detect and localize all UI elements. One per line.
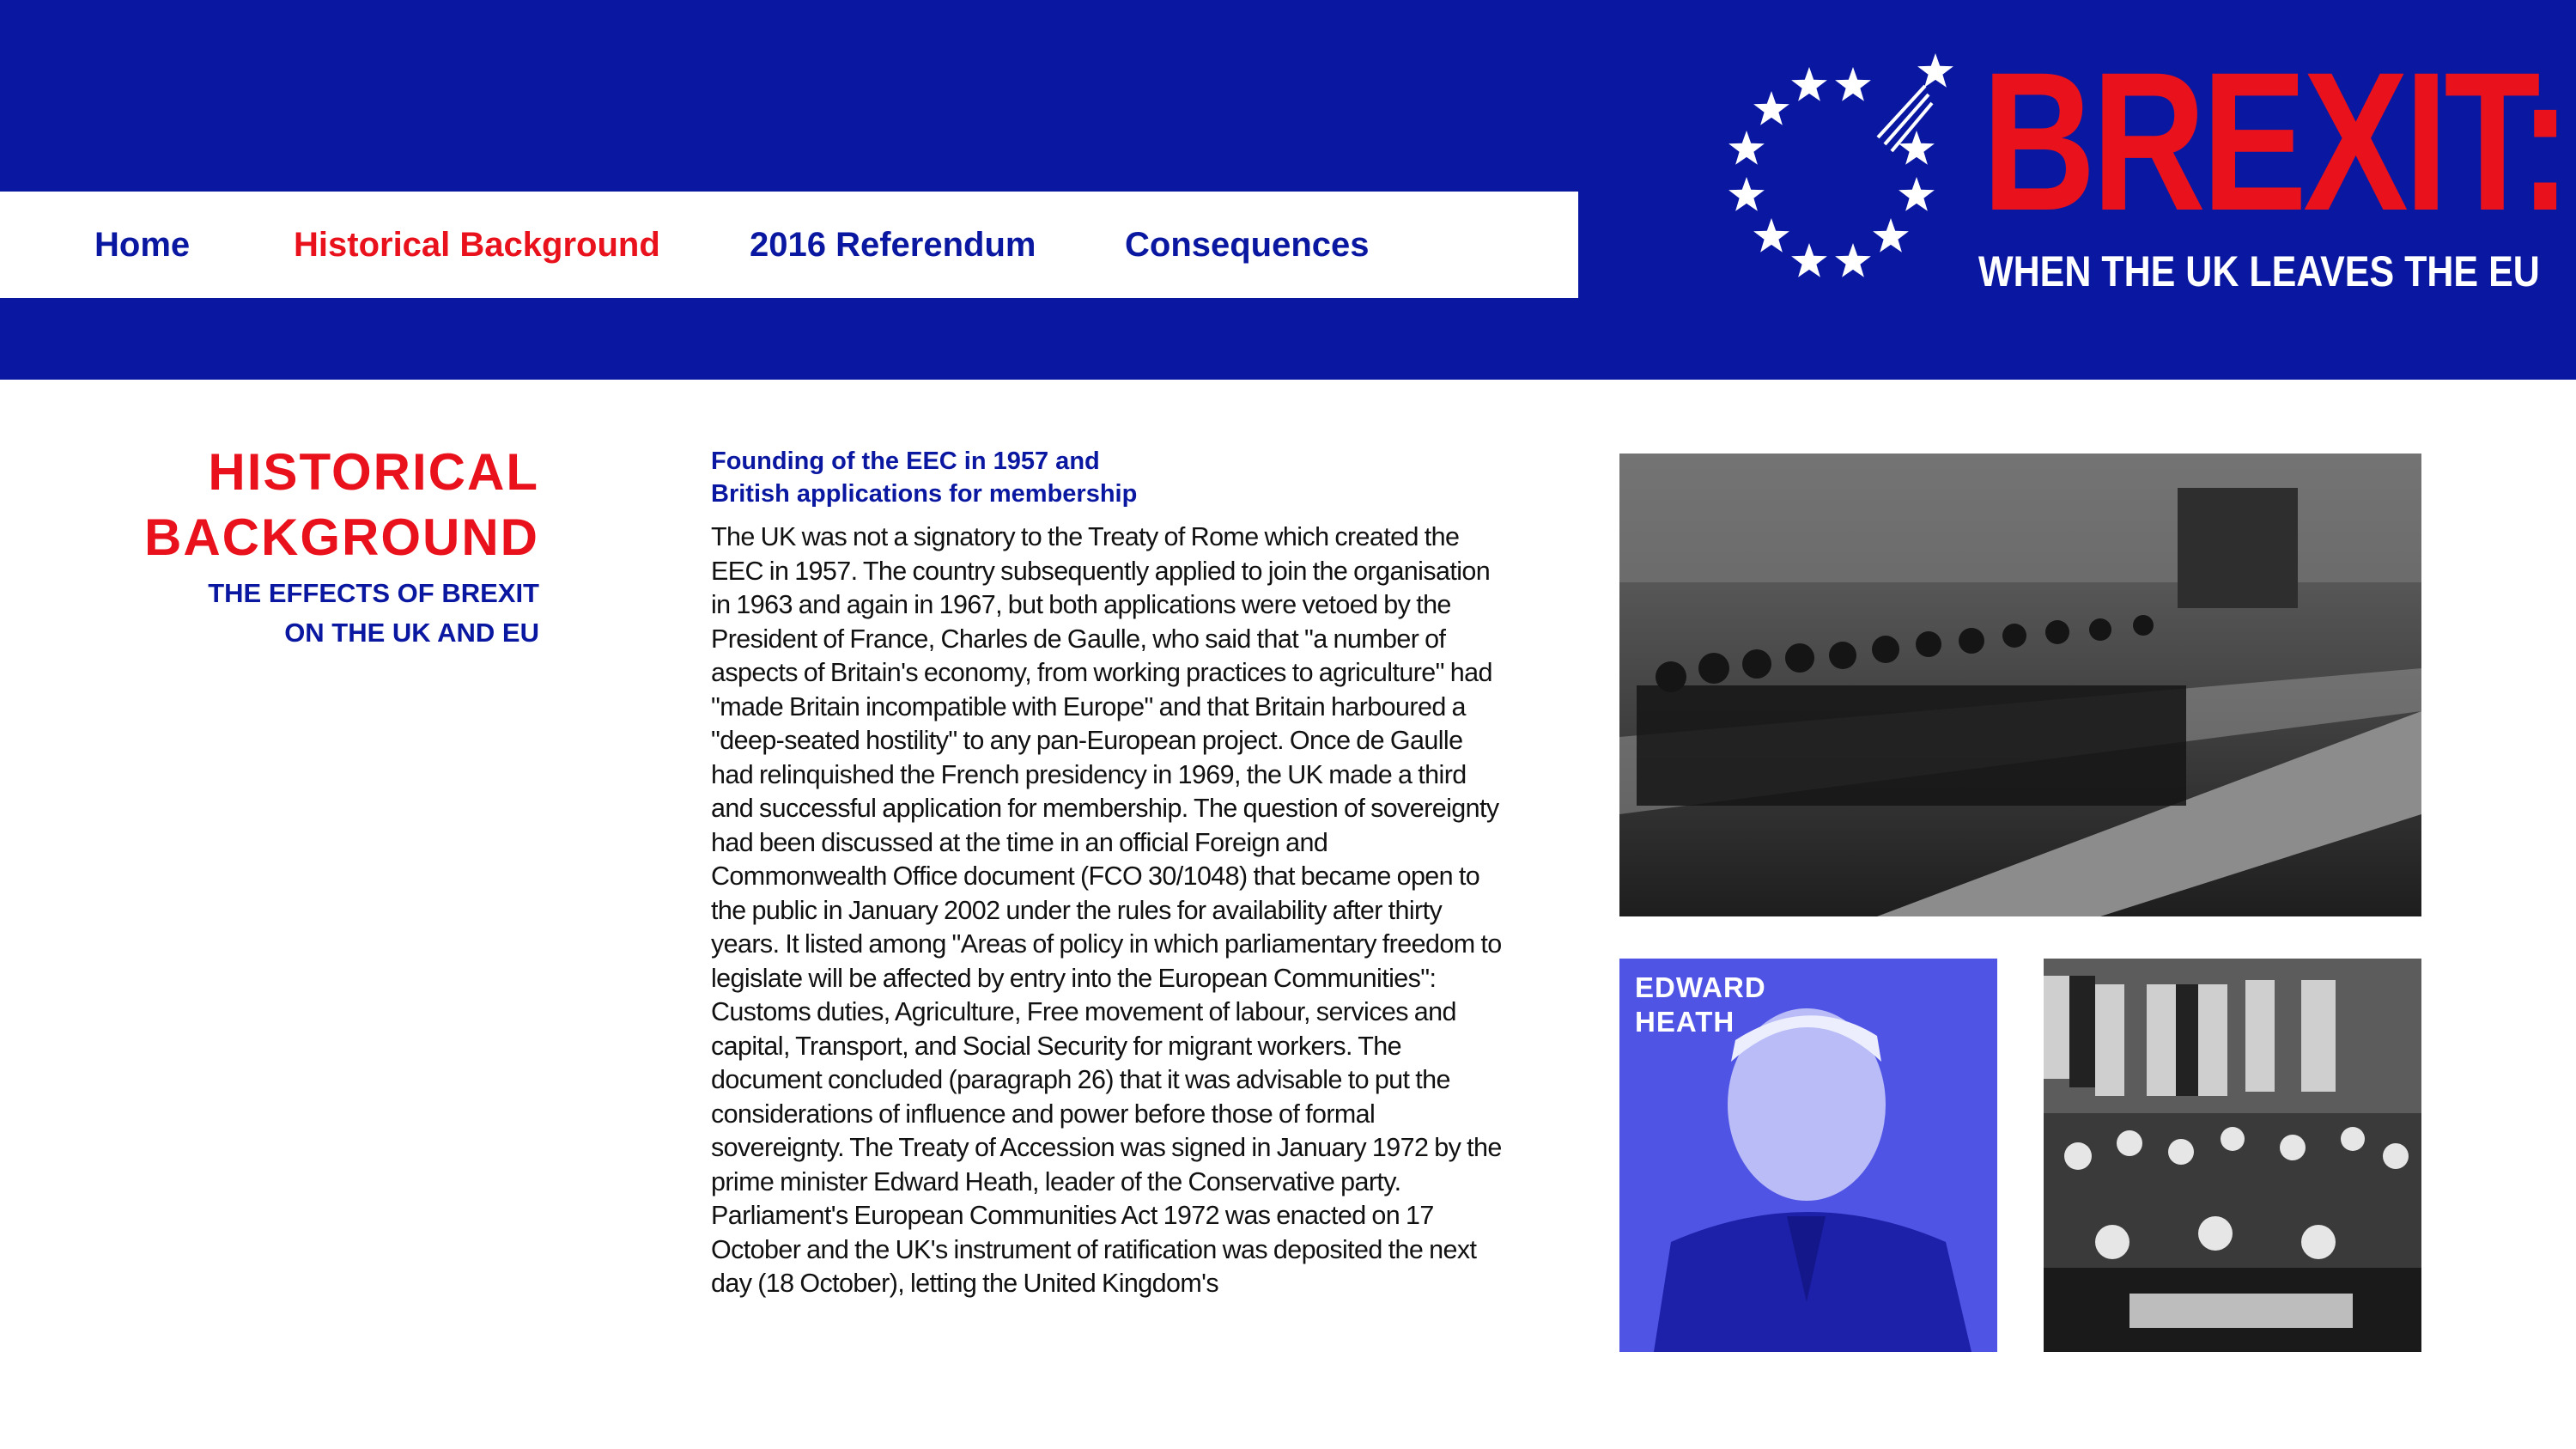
nav-historical-background-link[interactable]: Historical Background [294,226,660,264]
article-heading [711,445,1484,510]
edward-heath-photo [1619,959,1997,1352]
edward-heath-label [1635,971,1893,1039]
logo-subtitle: WHEN THE UK LEAVES THE EU [1978,247,2540,295]
nav-home-link[interactable]: Home [94,226,191,264]
article-heading-line: Founding of the EEC in 1957 and [711,447,1100,475]
page-subtitle [24,574,539,653]
page-title [24,440,539,570]
page-title-line: BACKGROUND [144,508,539,566]
edward-heath-label-line: HEATH [1635,1006,1735,1038]
site-header [0,0,2576,380]
eu-stars-circle-icon [1709,43,1966,301]
page-title-line: HISTORICAL [208,443,539,501]
article-heading-line: British applications for membership [711,480,1138,508]
accession-signing-photo [2044,959,2421,1352]
article-body: The UK was not a signatory to the Treaty of Rome which created the EEC in 1957. The country subsequently applied to join the organisation in 1963 and again in 1967, but both applications were vetoed by the President of France, Charles de Gaulle, who said that "a number of aspects of Britain's economy, from working practices to agriculture" had "made Britain incompatible with Europe" and that Britain harboured a "deep-seated hostility" to any pan-European project. Once de Gaulle had relinquished the French presidency in 1969, the UK made a third and successful application for membership. The question of sovereignty had been discussed at the time in an official Foreign and Commonwealth Office document (FCO 30/1048) that became open to the public in January 2002 under the rules for availability after thirty years. It listed among "Areas of policy in which parliamentary freedom to legislate will be affected by entry into the European Communities": Customs duties, Agriculture, Free movement of labour, services and capital, Transport, and Social Security for migrant workers. The document concluded (paragraph 26) that it was advisable to put the considerations of influence and power before those of formal sovereignty. The Treaty of Accession was signed in January 1972 by the prime minister Edward Heath, leader of the Conservative party. Parliament's European Communities Act 1972 was enacted on 17 October and the UK's instrument of ratification was deposited the next day (18 October), letting the United Kingdom's [711,522,1502,1298]
logo-title: BREXIT: [1982,31,2568,252]
main-nav [0,192,1578,298]
treaty-of-rome-photo [1619,454,2421,916]
nav-consequences-link[interactable]: Consequences [1125,226,1370,264]
page-subtitle-line: THE EFFECTS OF BREXIT [208,578,539,608]
edward-heath-label-line: EDWARD [1635,971,1766,1003]
nav-2016-referendum-link[interactable]: 2016 Referendum [750,226,1036,264]
page-subtitle-line: ON THE UK AND EU [284,618,539,648]
site-logo[interactable] [1709,31,2568,301]
